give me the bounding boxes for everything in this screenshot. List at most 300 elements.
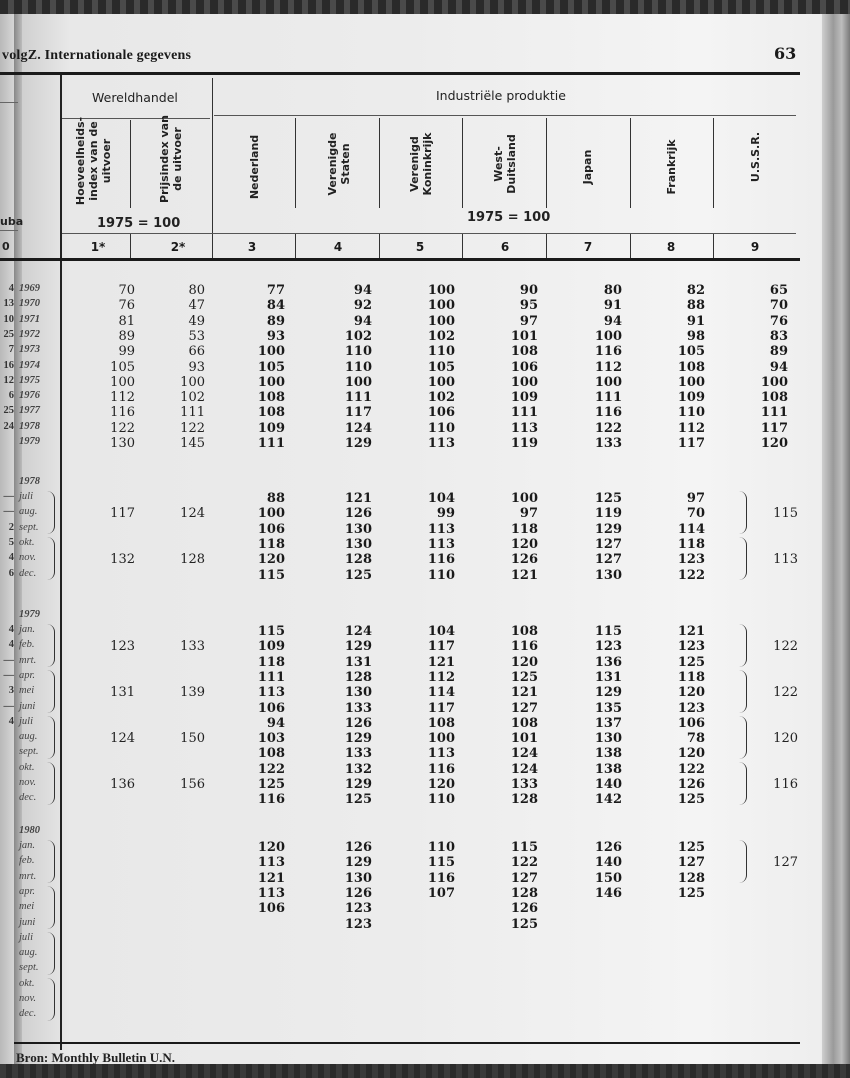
table-cell: 130 (594, 731, 622, 747)
table-cell: 126 (344, 885, 372, 901)
table-cell: 150 (594, 870, 622, 886)
table-cell: 112 (427, 669, 455, 685)
quarter-cell: 133 (180, 639, 205, 655)
table-cell: 107 (427, 885, 455, 901)
table-cell: 116 (427, 552, 455, 568)
stub-left-number: 2 (8, 521, 14, 533)
month-label: aug. (19, 731, 38, 743)
table-cell: 100 (110, 374, 135, 390)
table-cell: 129 (594, 521, 622, 537)
table-cell: 77 (266, 283, 285, 298)
stub-fragment-top: uba (0, 215, 24, 228)
month-label: dec. (19, 1008, 37, 1020)
table-cell: 102 (180, 390, 205, 406)
group-header-wereldhandel: Wereldhandel (92, 90, 178, 105)
table-cell: 137 (594, 715, 622, 731)
table-cell: 125 (344, 792, 372, 808)
table-cell: 126 (594, 840, 622, 855)
table-cell: 102 (427, 328, 455, 344)
table-cell: 127 (510, 870, 538, 886)
month-label: juli (19, 491, 34, 502)
table-cell: 122 (594, 420, 622, 436)
group-divider (212, 78, 213, 258)
quarter-cell: 115 (773, 506, 798, 522)
table-cell: 131 (594, 669, 622, 685)
table-cell: 142 (594, 792, 622, 808)
table-cell: 130 (594, 567, 622, 583)
table-cell: 98 (686, 328, 705, 344)
month-label: dec. (19, 567, 37, 579)
stub-left-number: 6 (8, 567, 14, 579)
col-divider-6-7 (546, 118, 547, 208)
table-cell: 108 (257, 746, 285, 762)
table-cell: 108 (510, 624, 538, 639)
quarter-cell: 124 (110, 731, 135, 747)
col-num-3: 3 (247, 240, 257, 254)
quarter-cell: 117 (110, 506, 135, 522)
table-cell: 78 (686, 731, 705, 747)
table-cell: 113 (427, 521, 455, 537)
table-cell: 129 (344, 639, 372, 655)
quarter-cell: 122 (773, 685, 798, 701)
table-cell: 138 (594, 761, 622, 777)
table-cell: 116 (110, 405, 135, 421)
month-label: juli (19, 931, 34, 943)
table-cell: 101 (510, 731, 538, 747)
stub-left-number: — (3, 669, 14, 681)
table-cell: 108 (677, 359, 705, 375)
table-cell: 97 (519, 313, 538, 329)
col-header-5: Verenigd Koninkrijk (408, 132, 434, 196)
quarter-brace-icon (738, 624, 747, 667)
stub-year: 1974 (19, 359, 40, 371)
table-cell: 106 (510, 359, 538, 375)
table-cell: 89 (266, 313, 285, 329)
col-header-9: U.S.S.R. (749, 131, 762, 183)
table-cell: 130 (344, 685, 372, 701)
quarter-brace-icon (738, 716, 747, 759)
table-cell: 100 (510, 374, 538, 390)
col-num-8: 8 (666, 240, 676, 254)
table-cell: 76 (769, 313, 788, 329)
col-num-9: 9 (750, 240, 760, 254)
table-cell: 109 (257, 420, 285, 436)
month-label: jan. (19, 840, 36, 851)
quarter-cell: 132 (110, 552, 135, 568)
table-cell: 93 (188, 359, 205, 375)
table-cell: 105 (257, 359, 285, 375)
table-cell: 129 (344, 731, 372, 747)
base-year-left: 1975 = 100 (97, 216, 181, 231)
col-divider-8-9 (713, 118, 714, 208)
col-num-6: 6 (500, 240, 510, 254)
table-cell: 127 (677, 855, 705, 871)
month-label: nov. (19, 552, 37, 564)
table-cell: 122 (677, 761, 705, 777)
col-num-5: 5 (415, 240, 425, 254)
table-cell: 97 (519, 506, 538, 522)
stub-left-number: 4 (8, 639, 14, 651)
colnum-div (546, 234, 547, 258)
colnum-div (713, 234, 714, 258)
col-num-1: 1* (90, 240, 106, 254)
stub-rule-2 (0, 230, 18, 231)
table-cell: 124 (344, 624, 372, 639)
table-cell: 120 (760, 436, 788, 451)
table-cell: 100 (677, 374, 705, 390)
table-cell: 100 (760, 374, 788, 390)
table-cell: 120 (677, 685, 705, 701)
top-rule (0, 72, 800, 75)
table-cell: 100 (427, 283, 455, 298)
table-cell: 113 (510, 420, 538, 436)
table-cell: 112 (677, 420, 705, 436)
table-cell: 53 (188, 328, 205, 344)
col-divider-7-8 (630, 118, 631, 208)
table-cell: 125 (510, 669, 538, 685)
table-cell: 136 (594, 654, 622, 670)
scanner-border-bottom (0, 1064, 850, 1078)
table-cell: 121 (344, 491, 372, 506)
table-cell: 115 (427, 855, 455, 871)
table-cell: 125 (594, 491, 622, 506)
table-cell: 101 (510, 328, 538, 344)
table-cell: 113 (257, 855, 285, 871)
page-edge-right (822, 14, 850, 1064)
table-cell: 94 (603, 313, 622, 329)
base-year-right: 1975 = 100 (467, 210, 551, 225)
table-cell: 119 (594, 506, 622, 522)
table-cell: 83 (769, 328, 788, 344)
table-cell: 106 (257, 700, 285, 716)
quarter-brace-icon (46, 840, 55, 883)
col-header-6: West- Duitsland (492, 134, 518, 194)
table-cell: 92 (353, 298, 372, 314)
col-header-4: Verenigde Staten (326, 132, 352, 196)
table-cell: 146 (594, 885, 622, 901)
table-cell: 89 (118, 328, 135, 344)
table-cell: 108 (510, 344, 538, 360)
col-divider-5-6 (462, 118, 463, 208)
stub-year: 1969 (19, 283, 40, 294)
stub-left-number: 24 (3, 420, 14, 432)
table-cell: 120 (427, 777, 455, 792)
table-cell: 76 (118, 298, 135, 314)
stub-rule-1 (0, 102, 18, 103)
table-cell: 113 (257, 885, 285, 901)
table-cell: 100 (427, 298, 455, 314)
table-cell: 70 (686, 506, 705, 522)
stub-fragment-num: 0 (2, 240, 10, 253)
table-cell: 115 (510, 840, 538, 855)
stub-left-number: — (3, 491, 14, 502)
table-cell: 81 (118, 313, 135, 329)
table-cell: 129 (344, 436, 372, 451)
month-label: okt. (19, 761, 35, 773)
table-cell: 126 (510, 552, 538, 568)
table-cell: 113 (427, 436, 455, 451)
stub-left-number: 25 (3, 405, 14, 417)
table-cell: 113 (427, 536, 455, 552)
table-cell: 132 (344, 761, 372, 777)
table-cell: 123 (677, 700, 705, 716)
table-cell: 111 (257, 436, 285, 451)
table-cell: 122 (110, 420, 135, 436)
quarter-cell: 124 (180, 506, 205, 522)
table-cell: 117 (677, 436, 705, 451)
quarter-brace-icon (738, 537, 747, 580)
table-cell: 114 (677, 521, 705, 537)
quarter-cell: 139 (180, 685, 205, 701)
table-cell: 131 (344, 654, 372, 670)
table-cell: 133 (344, 700, 372, 716)
stub-left-number: 3 (8, 685, 14, 697)
quarter-cell: 120 (773, 731, 798, 747)
table-cell: 127 (594, 536, 622, 552)
table-cell: 111 (257, 669, 285, 685)
table-cell: 110 (427, 420, 455, 436)
month-label: jan. (19, 624, 36, 635)
table-cell: 126 (677, 777, 705, 792)
month-label: nov. (19, 777, 37, 788)
month-label: juli (19, 715, 34, 727)
table-cell: 122 (180, 420, 205, 436)
col-header-2: Prijsindex van de uitvoer (158, 115, 184, 203)
table-cell: 129 (344, 777, 372, 792)
table-cell: 118 (257, 654, 285, 670)
table-cell: 100 (257, 374, 285, 390)
table-cell: 100 (594, 328, 622, 344)
quarter-brace-icon (46, 716, 55, 759)
table-cell: 112 (594, 359, 622, 375)
table-cell: 94 (353, 283, 372, 298)
table-cell: 111 (760, 405, 788, 421)
table-cell: 127 (594, 552, 622, 568)
table-cell: 90 (519, 283, 538, 298)
col-header-7: Japan (581, 149, 594, 185)
table-cell: 140 (594, 777, 622, 792)
table-cell: 100 (510, 491, 538, 506)
table-cell: 103 (257, 731, 285, 747)
table-cell: 124 (510, 761, 538, 777)
month-label: mei (19, 685, 35, 697)
table-cell: 125 (677, 885, 705, 901)
table-cell: 116 (427, 870, 455, 886)
table-cell: 106 (257, 521, 285, 537)
stub-left-number: 16 (3, 359, 14, 371)
stub-year: 1971 (19, 313, 40, 325)
table-cell: 110 (677, 405, 705, 421)
table-cell: 120 (510, 536, 538, 552)
col-num-2: 2* (170, 240, 186, 254)
quarter-cell: 136 (110, 777, 135, 792)
table-cell: 115 (257, 624, 285, 639)
table-cell: 91 (686, 313, 705, 329)
stub-year: 1970 (19, 298, 40, 310)
table-cell: 108 (257, 405, 285, 421)
table-cell: 100 (427, 313, 455, 329)
month-label: sept. (19, 746, 39, 758)
table-cell: 110 (427, 567, 455, 583)
month-label: mei (19, 901, 35, 913)
stub-left-number: 5 (8, 536, 14, 548)
table-cell: 118 (257, 536, 285, 552)
table-cell: 123 (677, 552, 705, 568)
table-cell: 126 (344, 715, 372, 731)
table-cell: 89 (769, 344, 788, 360)
stub-left-number: 25 (3, 328, 14, 340)
quarter-brace-icon (738, 670, 747, 713)
table-cell: 123 (677, 639, 705, 655)
table-cell: 116 (594, 344, 622, 360)
table-cell: 80 (188, 283, 205, 298)
quarter-brace-icon (46, 978, 55, 1021)
bottom-rule (14, 1042, 800, 1044)
table-cell: 93 (266, 328, 285, 344)
table-cell: 109 (257, 639, 285, 655)
table-cell: 49 (188, 313, 205, 329)
table-cell: 117 (427, 700, 455, 716)
table-cell: 120 (677, 746, 705, 762)
table-cell: 128 (677, 870, 705, 886)
month-label: apr. (19, 669, 36, 681)
table-cell: 123 (594, 639, 622, 655)
month-label: feb. (19, 639, 35, 651)
table-cell: 105 (677, 344, 705, 360)
quarter-brace-icon (46, 491, 55, 534)
stub-left-number: 6 (8, 390, 14, 402)
month-label: apr. (19, 885, 36, 897)
colnum-rule-top (62, 233, 796, 234)
stub-year: 1979 (19, 436, 40, 447)
table-cell: 80 (603, 283, 622, 298)
table-cell: 116 (510, 639, 538, 655)
stub-year: 1972 (19, 328, 40, 340)
month-label: dec. (19, 792, 37, 804)
table-cell: 126 (344, 506, 372, 522)
table-cell: 66 (188, 344, 205, 360)
month-label: feb. (19, 855, 35, 867)
table-cell: 109 (677, 390, 705, 406)
table-cell: 47 (188, 298, 205, 314)
table-cell: 108 (427, 715, 455, 731)
month-label: nov. (19, 993, 37, 1004)
stub-left-number: 4 (8, 552, 14, 564)
table-cell: 115 (594, 624, 622, 639)
table-cell: 125 (344, 567, 372, 583)
table-cell: 133 (344, 746, 372, 762)
group-underline-right (214, 115, 796, 116)
col-header-3: Nederland (248, 134, 261, 200)
stub-left-number: — (3, 700, 14, 712)
stub-left-number: 7 (8, 344, 14, 356)
table-cell: 125 (510, 916, 538, 932)
table-cell: 91 (603, 298, 622, 314)
table-cell: 117 (760, 420, 788, 436)
stub-left-number: 12 (3, 374, 14, 386)
table-cell: 120 (257, 840, 285, 855)
table-cell: 122 (257, 761, 285, 777)
header-bottom-rule (0, 258, 800, 261)
quarter-cell: 122 (773, 639, 798, 655)
table-cell: 110 (427, 840, 455, 855)
table-cell: 125 (677, 840, 705, 855)
stub-left-number: — (3, 654, 14, 666)
table-cell: 121 (510, 685, 538, 701)
table-cell: 102 (344, 328, 372, 344)
table-cell: 84 (266, 298, 285, 314)
quarter-brace-icon (46, 886, 55, 929)
table-cell: 135 (594, 700, 622, 716)
table-left-border (60, 75, 62, 1050)
table-cell: 110 (427, 792, 455, 808)
table-cell: 88 (266, 491, 285, 506)
table-cell: 113 (427, 746, 455, 762)
table-cell: 111 (344, 390, 372, 406)
table-cell: 102 (427, 390, 455, 406)
table-cell: 111 (594, 390, 622, 406)
stub-left-number: 4 (8, 283, 14, 294)
table-cell: 129 (344, 855, 372, 871)
quarter-brace-icon (46, 537, 55, 580)
table-cell: 120 (510, 654, 538, 670)
colnum-div (130, 234, 131, 258)
table-cell: 65 (769, 283, 788, 298)
month-label: juni (19, 916, 36, 928)
table-cell: 110 (427, 344, 455, 360)
table-cell: 108 (510, 715, 538, 731)
table-cell: 128 (344, 552, 372, 568)
table-cell: 88 (686, 298, 705, 314)
table-cell: 123 (344, 901, 372, 917)
block-year: 1980 (19, 825, 40, 836)
quarter-brace-icon (46, 762, 55, 805)
colnum-div (379, 234, 380, 258)
table-cell: 125 (677, 654, 705, 670)
table-cell: 111 (510, 405, 538, 421)
stub-year: 1978 (19, 420, 40, 432)
table-cell: 113 (257, 685, 285, 701)
table-cell: 133 (594, 436, 622, 451)
month-label: mrt. (19, 654, 37, 666)
table-cell: 138 (594, 746, 622, 762)
table-cell: 145 (180, 436, 205, 451)
table-cell: 126 (344, 840, 372, 855)
col-header-8: Frankrijk (665, 139, 678, 195)
table-cell: 111 (180, 405, 205, 421)
table-cell: 140 (594, 855, 622, 871)
quarter-cell: 156 (180, 777, 205, 792)
quarter-brace-icon (738, 840, 747, 883)
table-cell: 126 (510, 901, 538, 917)
table-cell: 110 (344, 344, 372, 360)
table-cell: 122 (510, 855, 538, 871)
table-cell: 100 (427, 731, 455, 747)
table-cell: 106 (677, 715, 705, 731)
stub-year: 1976 (19, 390, 40, 402)
table-cell: 121 (257, 870, 285, 886)
table-cell: 100 (427, 374, 455, 390)
table-cell: 129 (594, 685, 622, 701)
stub-year: 1973 (19, 344, 40, 356)
table-cell: 94 (353, 313, 372, 329)
table-cell: 106 (427, 405, 455, 421)
table-cell: 128 (510, 885, 538, 901)
table-cell: 97 (686, 491, 705, 506)
table-cell: 118 (677, 536, 705, 552)
table-cell: 121 (427, 654, 455, 670)
table-cell: 100 (257, 506, 285, 522)
